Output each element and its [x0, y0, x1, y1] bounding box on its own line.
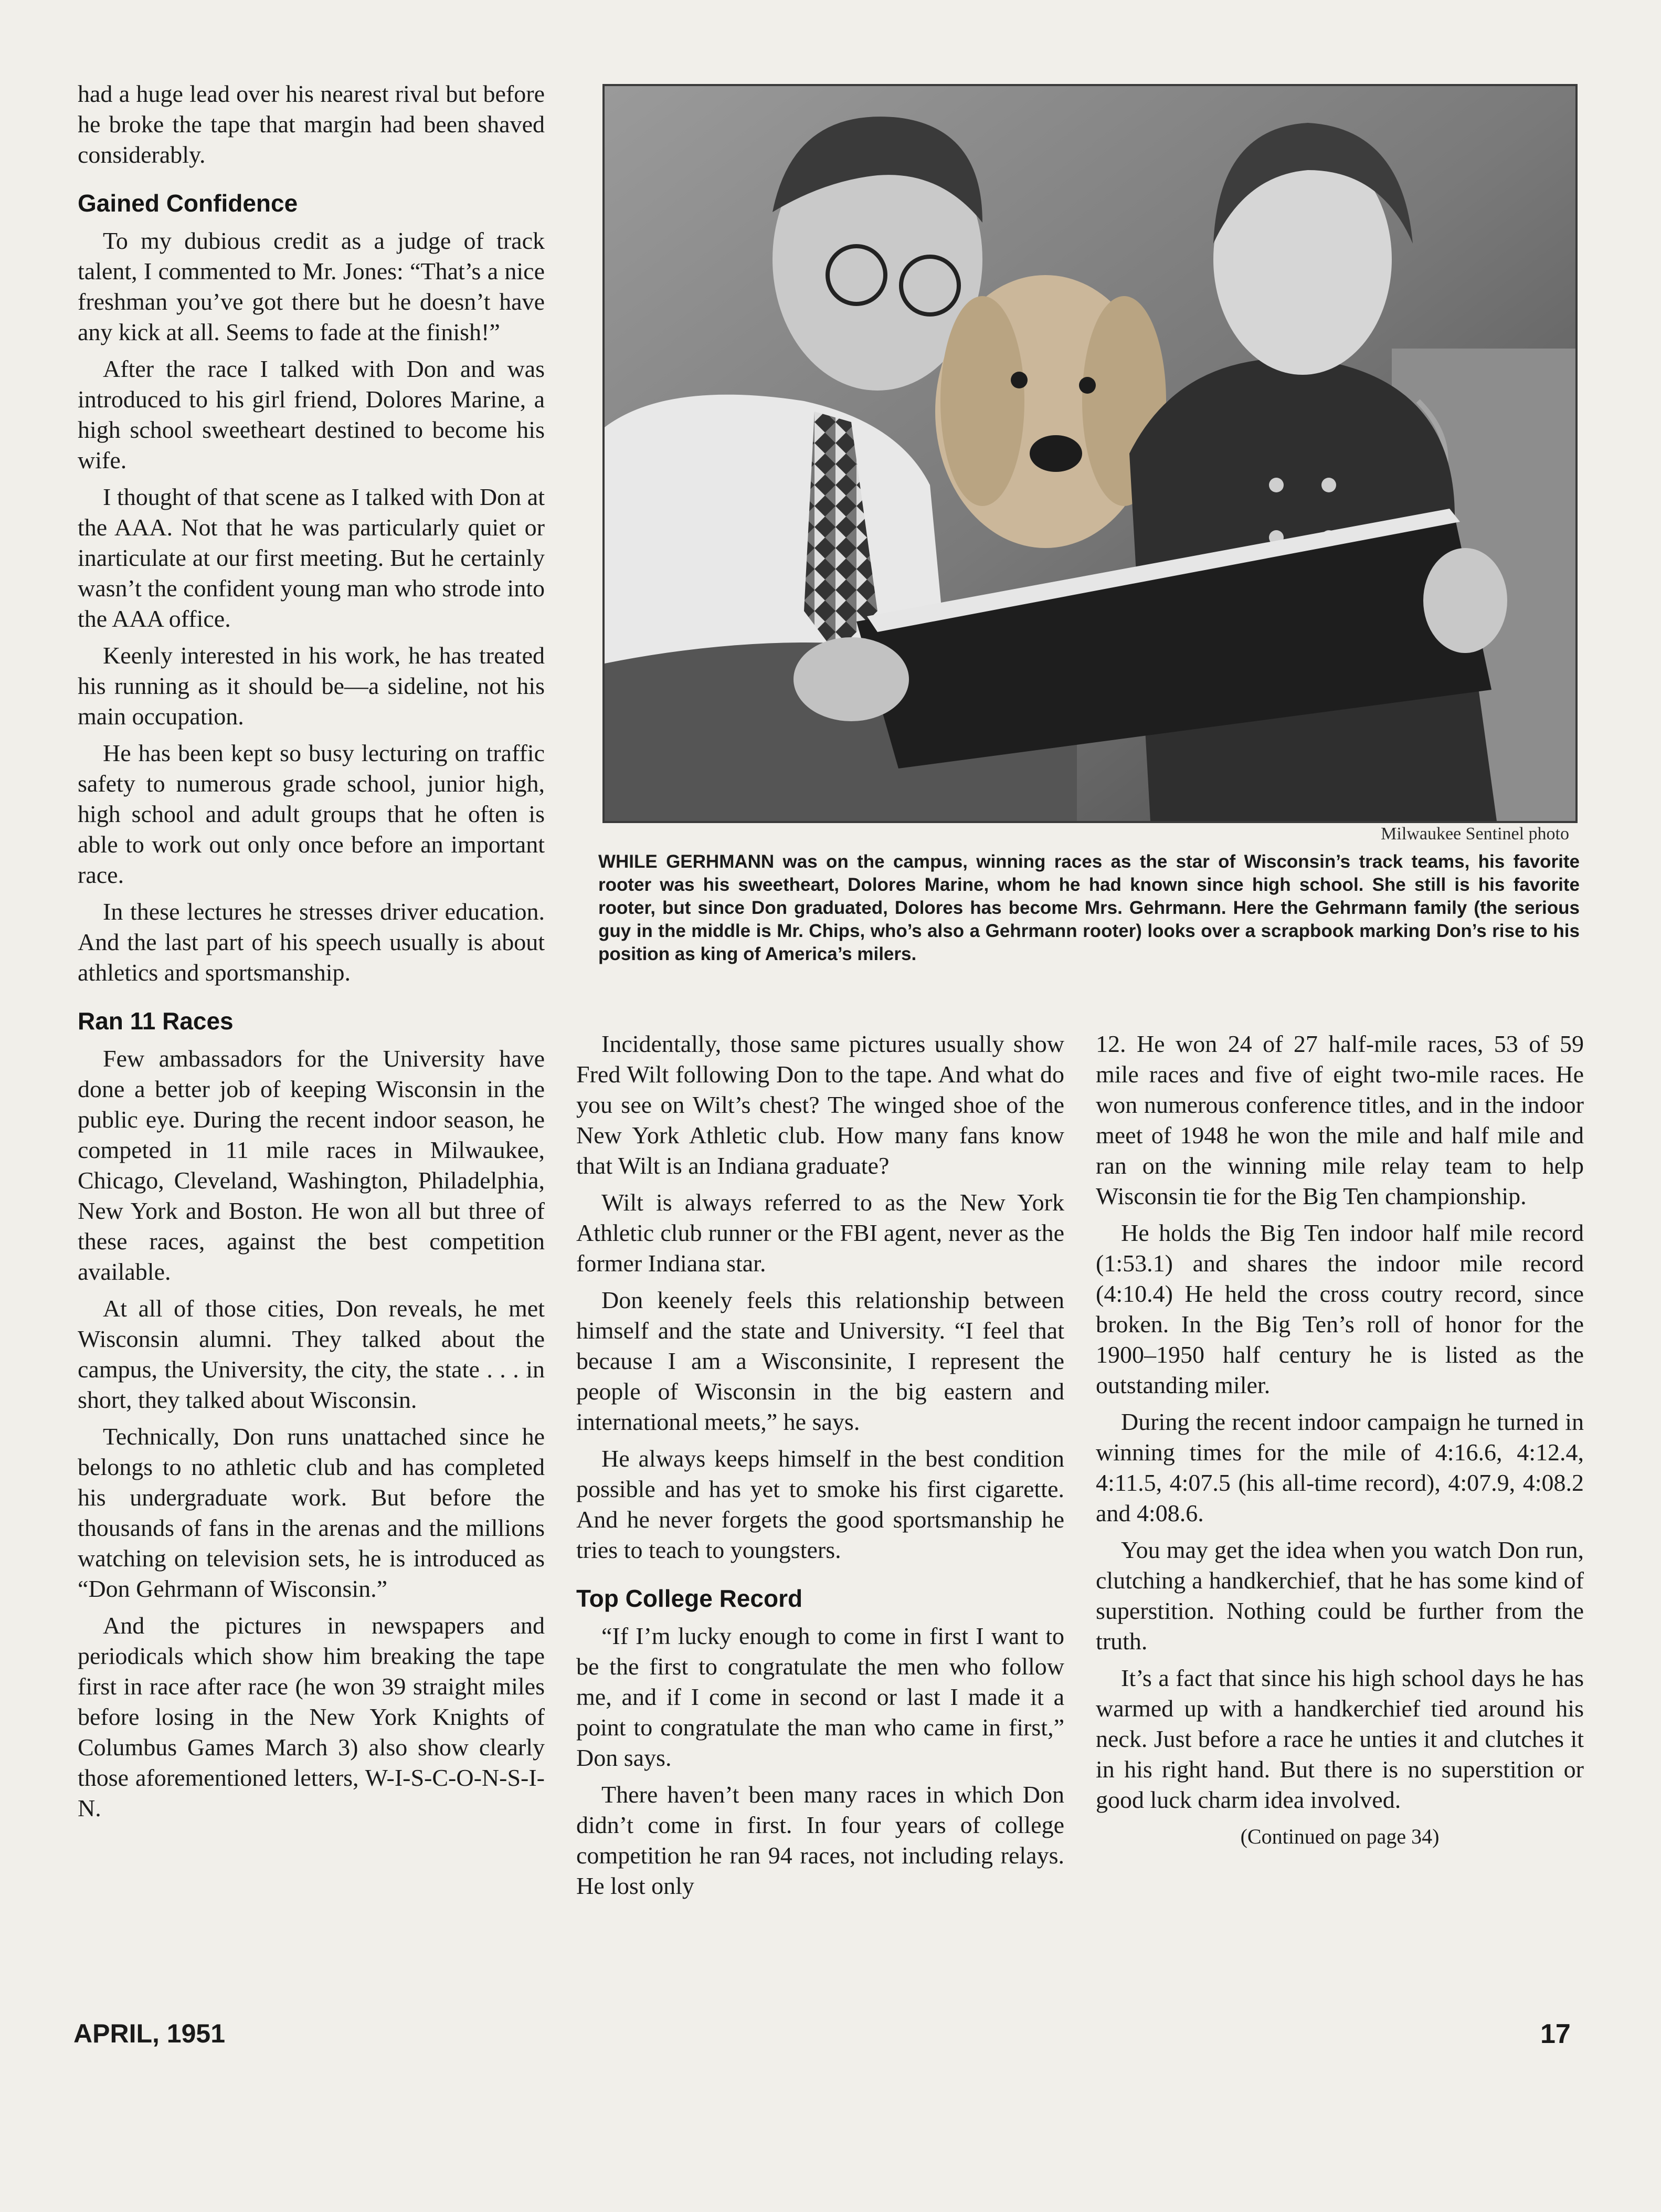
paragraph: “If I’m lucky enough to come in first I want to be the first to congratulate the men who follow me, and if I come in second or last I made it a point to congratulate the man who came in first,” Don says.: [576, 1623, 1064, 1771]
section-heading: Ran 11 Races: [78, 1007, 234, 1035]
paragraph: He always keeps himself in the best condition possible and has yet to smoke his first cigarette. And he never forgets the good sportsmanship he tries to teach to youngsters.: [576, 1445, 1064, 1563]
paragraph: In these lectures he stresses driver education. And the last part of his speech usually is about athletics and sportsmanship.: [78, 898, 545, 986]
paragraph: At all of those cities, Don reveals, he met Wisconsin alumni. They talked about the campus, the University, the city, the state . . . in short, they talked about Wisconsin.: [78, 1295, 545, 1413]
left-column: [78, 79, 545, 1830]
paragraph: Don keenely feels this relationship between himself and the state and University. “I feel that because I am a Wisconsinite, I represent the people of Wisconsin in the big eastern and international meets,” he says.: [576, 1287, 1064, 1435]
photo-credit: Milwaukee Sentinel photo: [1381, 824, 1569, 844]
paragraph: Incidentally, those same pictures usually show Fred Wilt following Don to the tape. And what do you see on Wilt’s chest? The winged shoe of the New York Athletic club. How many fans know that Wilt is an Indiana graduate?: [576, 1030, 1064, 1179]
paragraph: He holds the Big Ten indoor half mile record (1:53.1) and shares the indoor mile record (4:10.4) He held the cross coutry record, since broken. In the Big Ten’s roll of honor for the 1900–1950 half century he is listed as the outstanding miler.: [1096, 1219, 1584, 1398]
paragraph: After the race I talked with Don and was introduced to his girl friend, Dolores Marine, a high school sweetheart destined to become his wife.: [78, 355, 545, 473]
paragraph: 12. He won 24 of 27 half-mile races, 53 of 59 mile races and five of eight two-mile races. He won numerous conference titles, and in the indoor meet of 1948 he won the mile and half mile and ran on the winning mile relay team to help Wisconsin tie for the Big Ten championship.: [1096, 1030, 1584, 1209]
page-number: 17: [1540, 2019, 1571, 2049]
middle-column: [576, 1029, 1064, 1908]
right-column: [1096, 1029, 1584, 1858]
paragraph: During the recent indoor campaign he turned in winning times for the mile of 4:16.6, 4:12.4, 4:11.5, 4:07.5 (his all-time record), 4:07.9, 4:08.2 and 4:08.6.: [1096, 1408, 1584, 1526]
photo-illustration: [605, 86, 1575, 821]
paragraph: And the pictures in newspapers and periodicals which show him breaking the tape first in race after race (he won 39 straight miles before losing in the New York Knights of Columbus Games March 3) also show clearly those aforementioned letters, W-I-S-C-O-N-S-I-N.: [78, 1612, 545, 1821]
paragraph: It’s a fact that since his high school days he has warmed up with a handkerchief tied around his neck. Just before a race he unties it and clutches it in his right hand. But there is no superstition or good luck charm idea involved.: [1096, 1665, 1584, 1813]
scrapbook-photo: [602, 84, 1578, 823]
section-heading: Gained Confidence: [78, 189, 298, 217]
continued-note: (Continued on page 34): [1240, 1825, 1440, 1848]
paragraph: I thought of that scene as I talked with Don at the AAA. Not that he was particularly quiet or inarticulate at our first meeting. But he certainly wasn’t the confident young man who strode into the AAA office.: [78, 483, 545, 632]
paragraph: Wilt is always referred to as the New York Athletic club runner or the FBI agent, never as the former Indiana star.: [576, 1189, 1064, 1277]
paragraph: There haven’t been many races in which Don didn’t come in first. In four years of college competition he ran 94 races, not including relays. He lost only: [576, 1781, 1064, 1899]
section-heading: Top College Record: [576, 1585, 803, 1612]
paragraph: He has been kept so busy lecturing on traffic safety to numerous grade school, junior high, high school and adult groups that he often is able to work out only once before an important race.: [78, 740, 545, 888]
issue-date: APRIL, 1951: [73, 2019, 226, 2048]
paragraph: Keenly interested in his work, he has treated his running as it should be—a sideline, not his main occupation.: [78, 642, 545, 730]
paragraph: Few ambassadors for the University have done a better job of keeping Wisconsin in the public eye. During the recent indoor season, he competed in 11 mile races in Milwaukee, Chicago, Cleveland, Washington, Philadelphia, New York and Boston. He won all but three of these races, against the best competition available.: [78, 1045, 545, 1285]
photo-caption: WHILE GERHMANN was on the campus, winning races as the star of Wisconsin’s track teams, his favorite rooter was his sweetheart, Dolores Marine, whom he had known since high school. She still is his favorite rooter, but since Don graduated, Dolores has become Mrs. Gehrmann. Here the Gehrmann family (the serious guy in the middle is Mr. Chips, who’s also a Gehrmann rooter) looks over a scrapbook marking Don’s rise to his position as king of America’s milers.: [598, 851, 1580, 964]
paragraph: You may get the idea when you watch Don run, clutching a handkerchief, that he has some kind of superstition. Nothing could be further from the truth.: [1096, 1536, 1584, 1655]
paragraph: Technically, Don runs unattached since he belongs to no athletic club and has completed his undergraduate work. But before the thousands of fans in the arenas and the millions watching on television sets, he is introduced as “Don Gehrmann of Wisconsin.”: [78, 1423, 545, 1602]
paragraph: To my dubious credit as a judge of track talent, I commented to Mr. Jones: “That’s a nice freshman you’ve got there but he doesn’t have any kick at all. Seems to fade at the finish!”: [78, 227, 545, 345]
paragraph: had a huge lead over his nearest rival but before he broke the tape that margin had been shaved considerably.: [78, 80, 545, 168]
